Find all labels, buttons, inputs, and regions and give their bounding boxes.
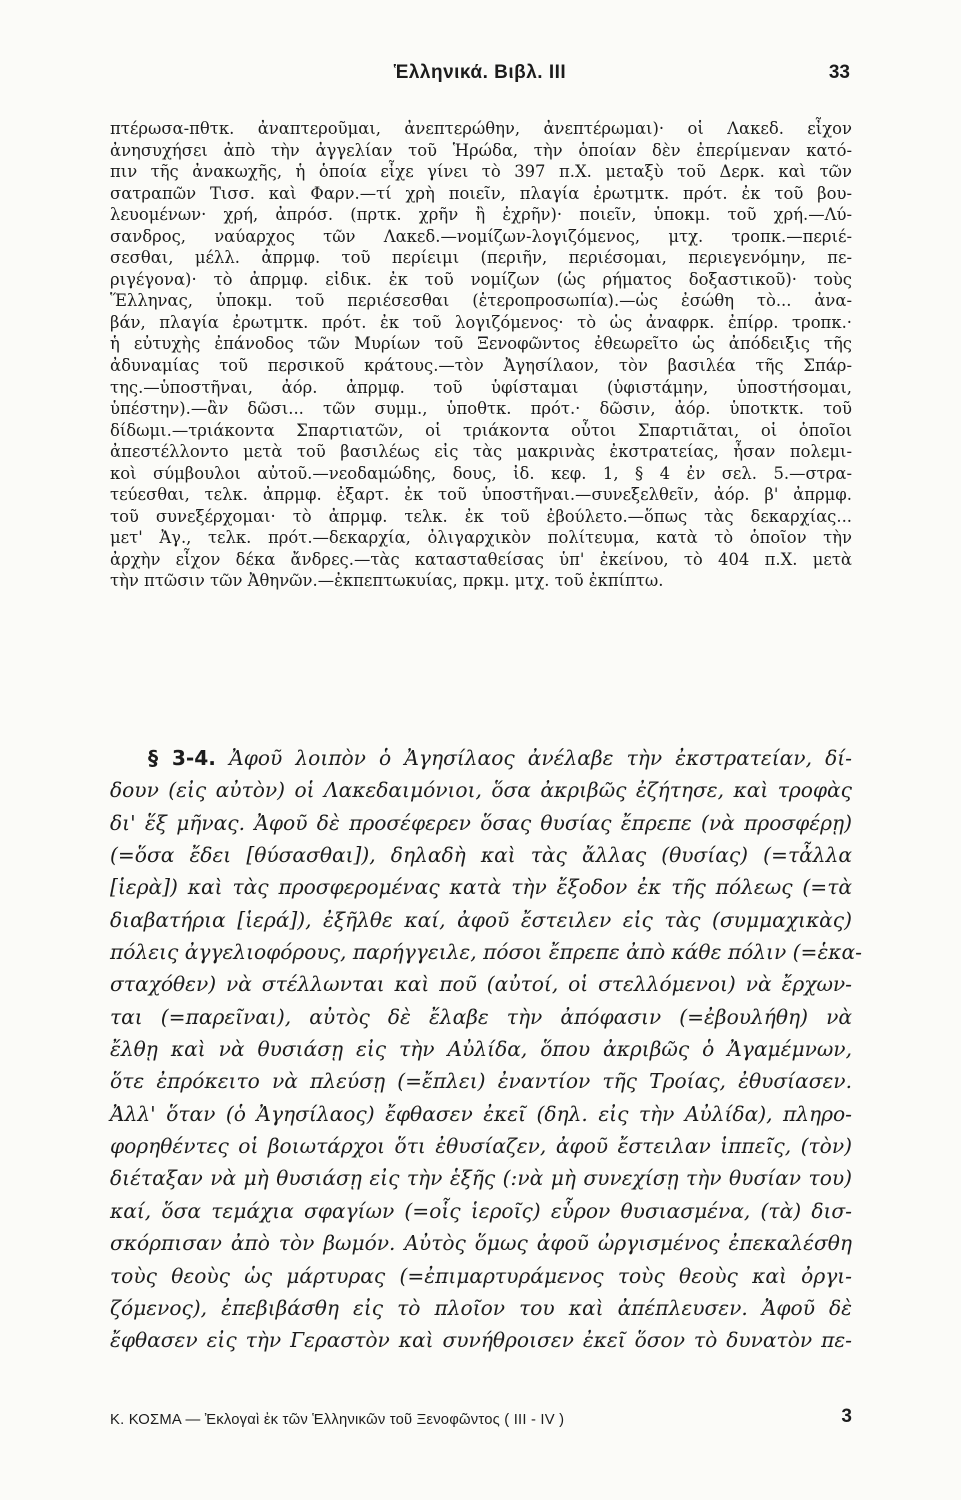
translation-line: καί, ὅσα τεμάχια σφαγίων (=οἷς ἱεροῖς) εὗρον θυσιασμένα, (τὰ) δισ- [110, 1198, 852, 1223]
commentary-notes [110, 118, 852, 592]
note-line: τὴν πτῶσιν τῶν Ἀθηνῶν.—ἐκπεπτωκυίας, πρκμ. μτχ. τοῦ ἐκπίπτω. [110, 571, 664, 591]
translation-line: πόλεις ἀγγελιοφόρους, παρήγγειλε, πόσοι ἔπρεπε ἀπὸ κάθε πόλιν (=ἑκα- [110, 940, 862, 965]
note-line: Ἕλληνας, ὑποκμ. τοῦ περιέσεσθαι (ἑτεροπροσωπία).—ὡς ἐσώθη τὸ... ἀνα- [110, 291, 852, 311]
note-line: σεσθαι, μέλλ. ἀπρμφ. τοῦ περίειμι (περιῆν, περιέσομαι, περιεγενόμην, πε- [110, 248, 852, 268]
translation-line: δουν (εἰς αὐτὸν) οἱ Λακεδαιμόνιοι, ὅσα ἀκριβῶς ἐζήτησε, καὶ τροφὰς [110, 778, 852, 803]
page-number: 33 [828, 62, 850, 83]
note-line: ἀρχὴν εἶχον δέκα ἄνδρες.—τὰς κατασταθείσας ὑπ' ἐκείνου, τὸ 404 π.Χ. μετὰ [110, 549, 852, 569]
translation-line: δι' ἕξ μῆνας. Ἀφοῦ δὲ προσέφερεν ὅσας θυσίας ἔπρεπε (νὰ προσφέρῃ) [110, 810, 852, 835]
note-line: λευομένων· χρή, ἀπρόσ. (πρτκ. χρῆν ἢ ἐχρῆν)· ποιεῖν, ὑποκμ. τοῦ χρή.—Λύ- [110, 205, 852, 225]
translation-text [110, 742, 862, 1357]
note-line: της.—ὑποστῆναι, ἀόρ. ἀπρμφ. τοῦ ὑφίσταμαι (ὑφιστάμην, ὑποστήσομαι, [110, 377, 852, 397]
translation-line-text: Ἀφοῦ λοιπὸν ὁ Ἀγησίλαος ἀνέλαβε τὴν ἐκστρατείαν, δί- [229, 746, 853, 770]
translation-line: σταχόθεν) νὰ στέλλωνται καὶ ποῦ (αὐτοί, οἱ στελλόμενοι) νὰ ἔρχων- [110, 972, 852, 997]
translation-line [110, 742, 852, 774]
note-line: ἀδυναμίας τοῦ περσικοῦ κράτους.—τὸν Ἀγησίλαον, τὸν βασιλέα τῆς Σπάρ- [110, 356, 852, 376]
note-line: κοὶ σύμβουλοι αὐτοῦ.—νεοδαμώδης, δους, ἰδ. κεφ. 1, § 4 ἐν σελ. 5.—στρα- [110, 463, 852, 483]
note-line: ἀπεστέλλοντο μετὰ τοῦ βασιλέως εἰς τὰς μακρινὰς ἐκστρατείας, ἦσαν πολεμι- [110, 442, 852, 462]
note-line: σατραπῶν Τισσ. καὶ Φαρν.—τί χρὴ ποιεῖν, πλαγία ἐρωτμτκ. πρότ. ἐκ τοῦ βου- [110, 183, 852, 203]
signature-mark: 3 [841, 1406, 852, 1427]
note-line: ἡ εὐτυχὴς ἐπάνοδος τῶν Μυρίων τοῦ Ξενοφῶντος ἐθεωρεῖτο ὡς ἀπόδειξις τῆς [110, 334, 852, 354]
note-line: βάν, πλαγία ἐρωτμτκ. πρότ. ἐκ τοῦ λογιζόμενος· τὸ ὡς ἀναφρκ. ἐπίρρ. τροπκ.· [110, 312, 852, 332]
translation-line: ἔφθασεν εἰς τὴν Γεραστὸν καὶ συνήθροισεν ἐκεῖ ὅσον τὸ δυνατὸν πε- [110, 1328, 852, 1353]
translation-line: ἔλθῃ καὶ νὰ θυσιάσῃ εἰς τὴν Αὐλίδα, ὅπου ἀκριβῶς ὁ Ἀγαμέμνων, [110, 1037, 852, 1062]
translation-line: (=ὅσα ἔδει [θύσασθαι]), δηλαδὴ καὶ τὰς ἄλλας (θυσίας) (=τἆλλα [110, 843, 852, 868]
translation-line: διέταξαν νὰ μὴ θυσιάσῃ εἰς τὴν ἑξῆς (:νὰ μὴ συνεχίσῃ τὴν θυσίαν του) [110, 1166, 852, 1191]
note-line: μετ' Ἀγ., τελκ. πρότ.—δεκαρχία, ὀλιγαρχικὸν πολίτευμα, κατὰ τὸ ὁποῖον τὴν [110, 528, 852, 548]
note-line: πτέρωσα-πθτκ. ἀναπτεροῦμαι, ἀνεπτερώθην, ἀνεπτέρωμαι)· οἱ Λακεδ. εἶχον [110, 119, 852, 138]
translation-line: Ἀλλ' ὅταν (ὁ Ἀγησίλαος) ἔφθασεν ἐκεῖ (δηλ. εἰς τὴν Αὐλίδα), πληρο- [110, 1101, 852, 1126]
translation-line: ὅτε ἐπρόκειτο νὰ πλεύσῃ (=ἔπλει) ἐναντίον τῆς Τροίας, ἐθυσίασεν. [110, 1069, 852, 1094]
translation-line: σκόρπισαν ἀπὸ τὸν βωμόν. Αὐτὸς ὅμως ἀφοῦ ὠργισμένος ἐπεκαλέσθη [110, 1231, 852, 1256]
note-line: τεύεσθαι, τελκ. ἀπρμφ. ἐξαρτ. ἐκ τοῦ ὑποστῆναι.—συνεξελθεῖν, ἀόρ. β' ἀπρμφ. [110, 485, 852, 505]
translation-line: τοὺς θεοὺς ὡς μάρτυρας (=ἐπιμαρτυράμενος τοὺς θεοὺς καὶ ὀργι- [110, 1263, 852, 1288]
translation-line: φορηθέντες οἱ βοιωτάρχοι ὅτι ἐθυσίαζεν, ἀφοῦ ἔστειλαν ἱππεῖς, (τὸν) [110, 1134, 852, 1159]
note-line: πιν τῆς ἀνακωχῆς, ἡ ὁποία εἶχε γίνει τὸ 397 π.Χ. μεταξὺ τοῦ Δερκ. καὶ τῶν [110, 162, 852, 182]
translation-line: ζόμενος), ἐπεβιβάσθη εἰς τὸ πλοῖον του καὶ ἀπέπλευσεν. Ἀφοῦ δὲ [110, 1295, 852, 1320]
note-line: ριγέγονα)· τὸ ἀπρμφ. εἰδικ. ἐκ τοῦ νομίζων (ὡς ρήματος δοξαστικοῦ)· τοὺς [110, 269, 852, 289]
note-line: δίδωμι.—τριάκοντα Σπαρτιατῶν, οἱ τριάκοντα οὗτοι Σπαρτιᾶται, οἱ ὁποῖοι [110, 420, 852, 440]
note-line: ἀνησυχήσει ἀπὸ τὴν ἀγγελίαν τοῦ Ἡρώδα, τὴν ὁποίαν δὲν ἐπερίμεναν κατό- [110, 140, 852, 160]
header-title: Ἑλληνικά. Βιβλ. ΙΙΙ [393, 62, 567, 83]
running-header [110, 62, 850, 92]
note-line: τοῦ συνεξέρχομαι· τὸ ἀπρμφ. τελκ. ἐκ τοῦ ἐβούλετο.—ὅπως τὰς δεκαρχίας... [110, 506, 852, 526]
translation-line: ται (=παρεῖναι), αὐτὸς δὲ ἔλαβε τὴν ἀπόφασιν (=ἐβουλήθη) νὰ [110, 1004, 852, 1029]
translation-line: διαβατήρια [ἱερά]), ἐξῆλθε καί, ἀφοῦ ἔστειλεν εἰς τὰς (συμμαχικὰς) [110, 907, 852, 932]
note-line: σανδρος, ναύαρχος τῶν Λακεδ.—νομίζων-λογιζόμενος, μτχ. τροπκ.—περιέ- [110, 226, 852, 246]
page-footer [110, 1406, 852, 1438]
note-line: ὑπέστην).—ἂν δῶσι... τῶν συμμ., ὑποθτκ. πρότ.· δῶσιν, ἀόρ. ὑποτκτκ. τοῦ [110, 399, 852, 419]
translation-line: [ἱερὰ]) καὶ τὰς προσφερομένας κατὰ τὴν ἔξοδον ἐκ τῆς πόλεως (=τὰ [110, 875, 852, 900]
section-mark: § 3-4. [148, 746, 216, 770]
footer-book-title: Κ. ΚΟΣΜΑ — Ἐκλογαὶ ἐκ τῶν Ἑλληνικῶν τοῦ Ξενοφῶντος ( ΙΙΙ - ΙV ) [110, 1412, 565, 1428]
